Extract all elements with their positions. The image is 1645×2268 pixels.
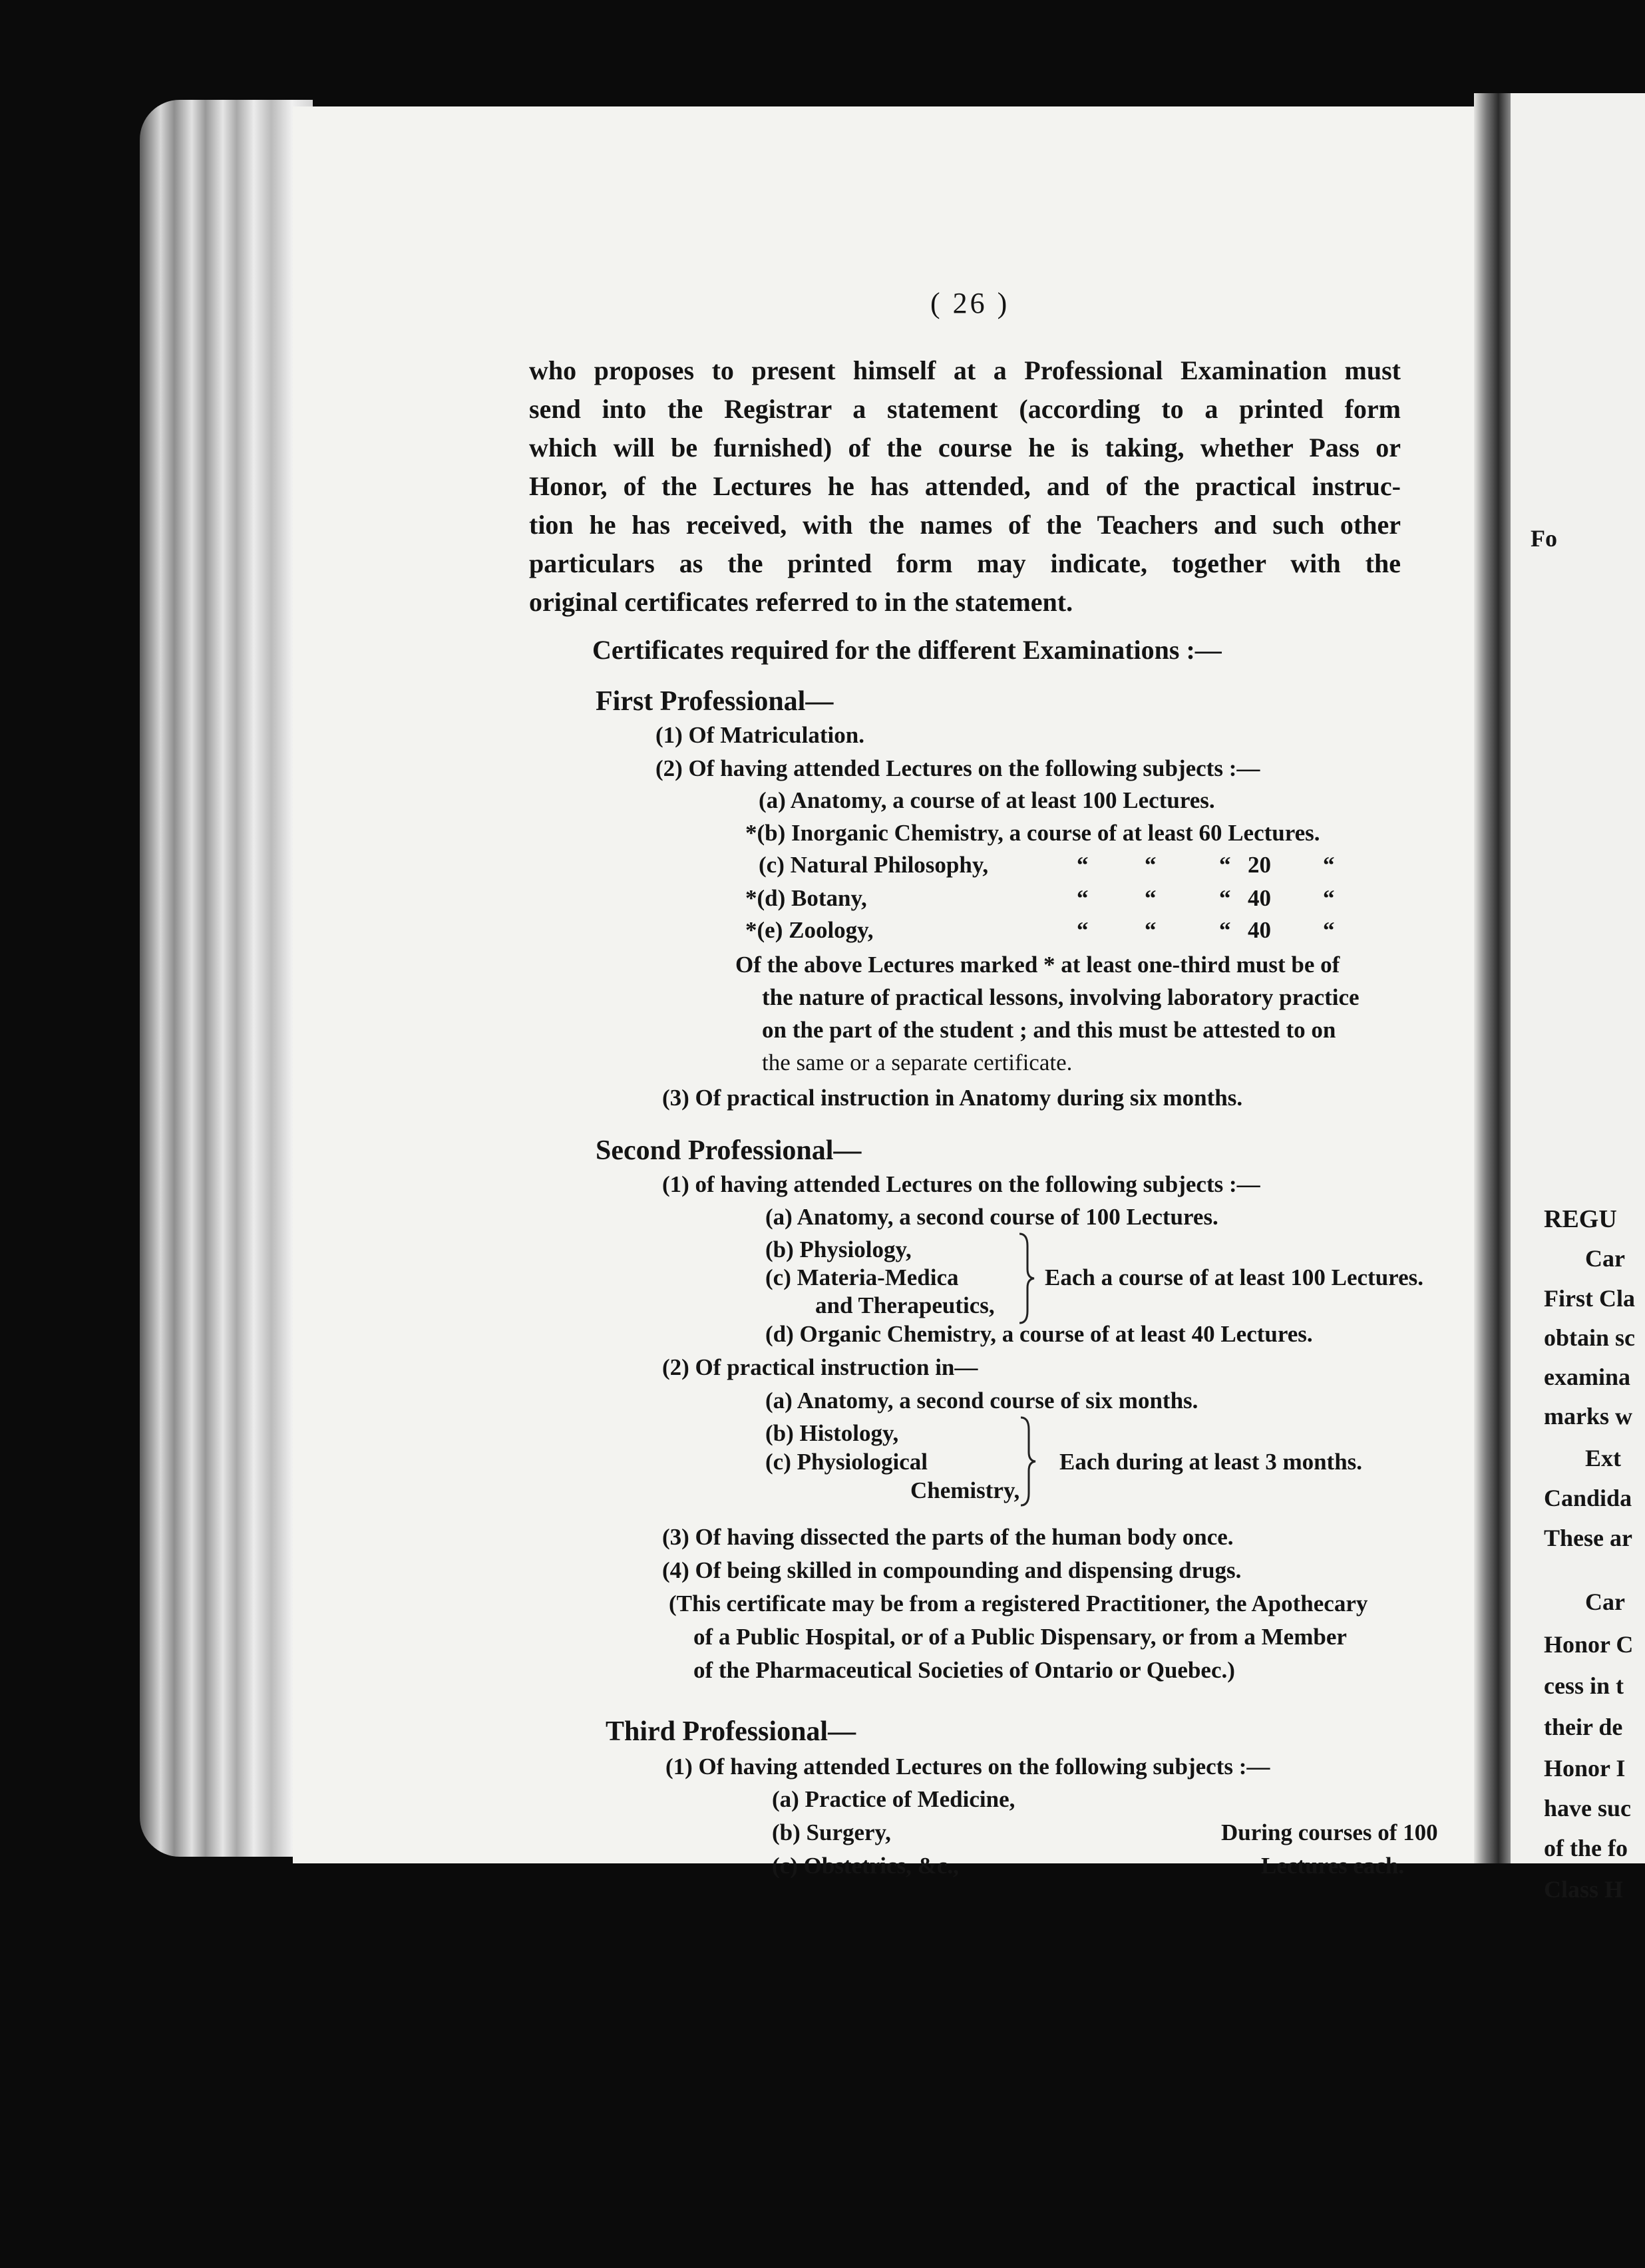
list-item: (b) Physiology, (765, 1236, 912, 1262)
right-fragment: Candida (1544, 1485, 1632, 1511)
list-item: (c) Materia-Medica (765, 1264, 959, 1290)
text-line: tion he has received, with the names of the Teachers and such other (529, 510, 1401, 540)
right-fragment: These ar (1544, 1525, 1632, 1551)
right-fragment: examina (1544, 1364, 1630, 1390)
right-fragment: Class H (1544, 1876, 1624, 1903)
ditto-mark: “ (1145, 917, 1157, 943)
lecture-count: 40 (1248, 917, 1271, 943)
right-fragment: Car (1585, 1245, 1625, 1272)
note-line: (This certificate may be from a registered Practitioner, the Apothecary (669, 1591, 1368, 1616)
list-item: *(b) Inorganic Chemistry, a course of at least 60 Lectures. (745, 820, 1320, 846)
note-line: the nature of practical lessons, involving laboratory practice (762, 984, 1360, 1010)
list-item: (b) Histology, (765, 1420, 899, 1446)
right-fragment: Honor C (1544, 1631, 1634, 1658)
right-fragment: marks w (1544, 1403, 1632, 1429)
note-line: During courses of 100 (1221, 1819, 1438, 1845)
list-item: Chemistry, (910, 1477, 1020, 1503)
note-line: on the part of the student ; and this must be attested to on (762, 1017, 1336, 1043)
list-item: *(d) Botany, (745, 885, 867, 911)
right-fragment: Car (1585, 1589, 1625, 1615)
ditto-mark: “ (1145, 885, 1157, 911)
ditto-mark: “ (1219, 917, 1231, 943)
book-gutter (1474, 93, 1511, 1863)
right-fragment: REGU (1544, 1205, 1617, 1233)
note-line: of a Public Hospital, or of a Public Dispensary, or from a Member (693, 1624, 1347, 1650)
list-item: (a) Anatomy, a second course of six months. (765, 1388, 1198, 1414)
certificates-intro: Certificates required for the different Examinations :— (592, 635, 1222, 665)
right-fragment: First Cla (1544, 1285, 1635, 1312)
ditto-mark: “ (1323, 885, 1335, 911)
lecture-count: 40 (1248, 885, 1271, 911)
text-line: which will be furnished) of the course he is taking, whether Pass or (529, 433, 1401, 463)
right-fragment: Ext (1585, 1445, 1621, 1471)
text-line: send into the Registrar a statement (according to a printed form (529, 394, 1401, 424)
text-line: Honor, of the Lectures he has attended, and of the practical instruc- (529, 471, 1401, 501)
right-fragment: of the fo (1544, 1835, 1628, 1861)
list-item: (c) Physiological (765, 1449, 928, 1475)
list-item: *(e) Zoology, (745, 917, 874, 943)
note-line: Of the above Lectures marked * at least one-third must be of (735, 952, 1340, 978)
ditto-mark: “ (1323, 852, 1335, 878)
right-fragment: cess in t (1544, 1672, 1624, 1699)
brace-icon (1017, 1232, 1037, 1324)
list-item: (4) Of being skilled in compounding and dispensing drugs. (662, 1557, 1242, 1583)
list-item: (c) Natural Philosophy, (759, 852, 989, 878)
list-item: (3) Of having dissected the parts of the human body once. (662, 1524, 1234, 1550)
note-line: the same or a separate certificate. (762, 1049, 1073, 1075)
second-professional-heading: Second Professional— (596, 1135, 862, 1166)
right-fragment: obtain sc (1544, 1324, 1636, 1351)
list-item: (c) Obstetrics, &c., (772, 1853, 959, 1879)
right-fragment: have suc (1544, 1795, 1632, 1821)
third-professional-heading: Third Professional— (606, 1716, 856, 1747)
lecture-count: 20 (1248, 852, 1271, 878)
list-item: (2) Of practical instruction in— (662, 1354, 978, 1380)
book-page-edges (140, 100, 313, 1857)
note-line: Lectures each. (1261, 1853, 1405, 1879)
list-item: (1) Of Matriculation. (655, 722, 864, 748)
right-fragment: Fo (1531, 525, 1557, 552)
ditto-mark: “ (1219, 885, 1231, 911)
list-item: (1) Of having attended Lectures on the following subjects :— (665, 1754, 1270, 1780)
list-item: (b) Surgery, (772, 1819, 891, 1845)
intro-paragraph (529, 351, 1401, 622)
right-fragment: Honor I (1544, 1755, 1626, 1782)
list-item: (a) Anatomy, a course of at least 100 Lectures. (759, 787, 1215, 813)
list-item: and Therapeutics, (815, 1292, 995, 1318)
list-item: (d) Organic Chemistry, a course of at least 40 Lectures. (765, 1321, 1313, 1347)
ditto-mark: “ (1145, 852, 1157, 878)
brace-icon (1018, 1416, 1038, 1507)
list-item: (a) Practice of Medicine, (772, 1786, 1015, 1812)
ditto-mark: “ (1077, 885, 1089, 911)
first-professional-heading: First Professional— (596, 686, 834, 717)
page-number: ( 26 ) (930, 287, 1010, 319)
text-line: who proposes to present himself at a Professional Examination must (529, 355, 1401, 385)
text-line: particulars as the printed form may indicate, together with the (529, 548, 1401, 578)
list-item: (3) Of practical instruction in Anatomy during six months. (662, 1085, 1243, 1111)
list-item: (2) Of having attended Lectures on the following subjects :— (655, 755, 1260, 781)
brace-note: Each during at least 3 months. (1059, 1449, 1363, 1475)
right-page (1511, 93, 1645, 1903)
ditto-mark: “ (1219, 852, 1231, 878)
text-line: original certificates referred to in the statement. (529, 587, 1073, 617)
ditto-mark: “ (1077, 917, 1089, 943)
brace-note: Each a course of at least 100 Lectures. (1045, 1264, 1423, 1290)
list-item: (a) Anatomy, a second course of 100 Lectures. (765, 1204, 1218, 1230)
list-item: (1) of having attended Lectures on the following subjects :— (662, 1171, 1260, 1197)
note-line: of the Pharmaceutical Societies of Ontario or Quebec.) (693, 1657, 1235, 1683)
ditto-mark: “ (1323, 917, 1335, 943)
ditto-mark: “ (1077, 852, 1089, 878)
right-fragment: their de (1544, 1714, 1623, 1740)
